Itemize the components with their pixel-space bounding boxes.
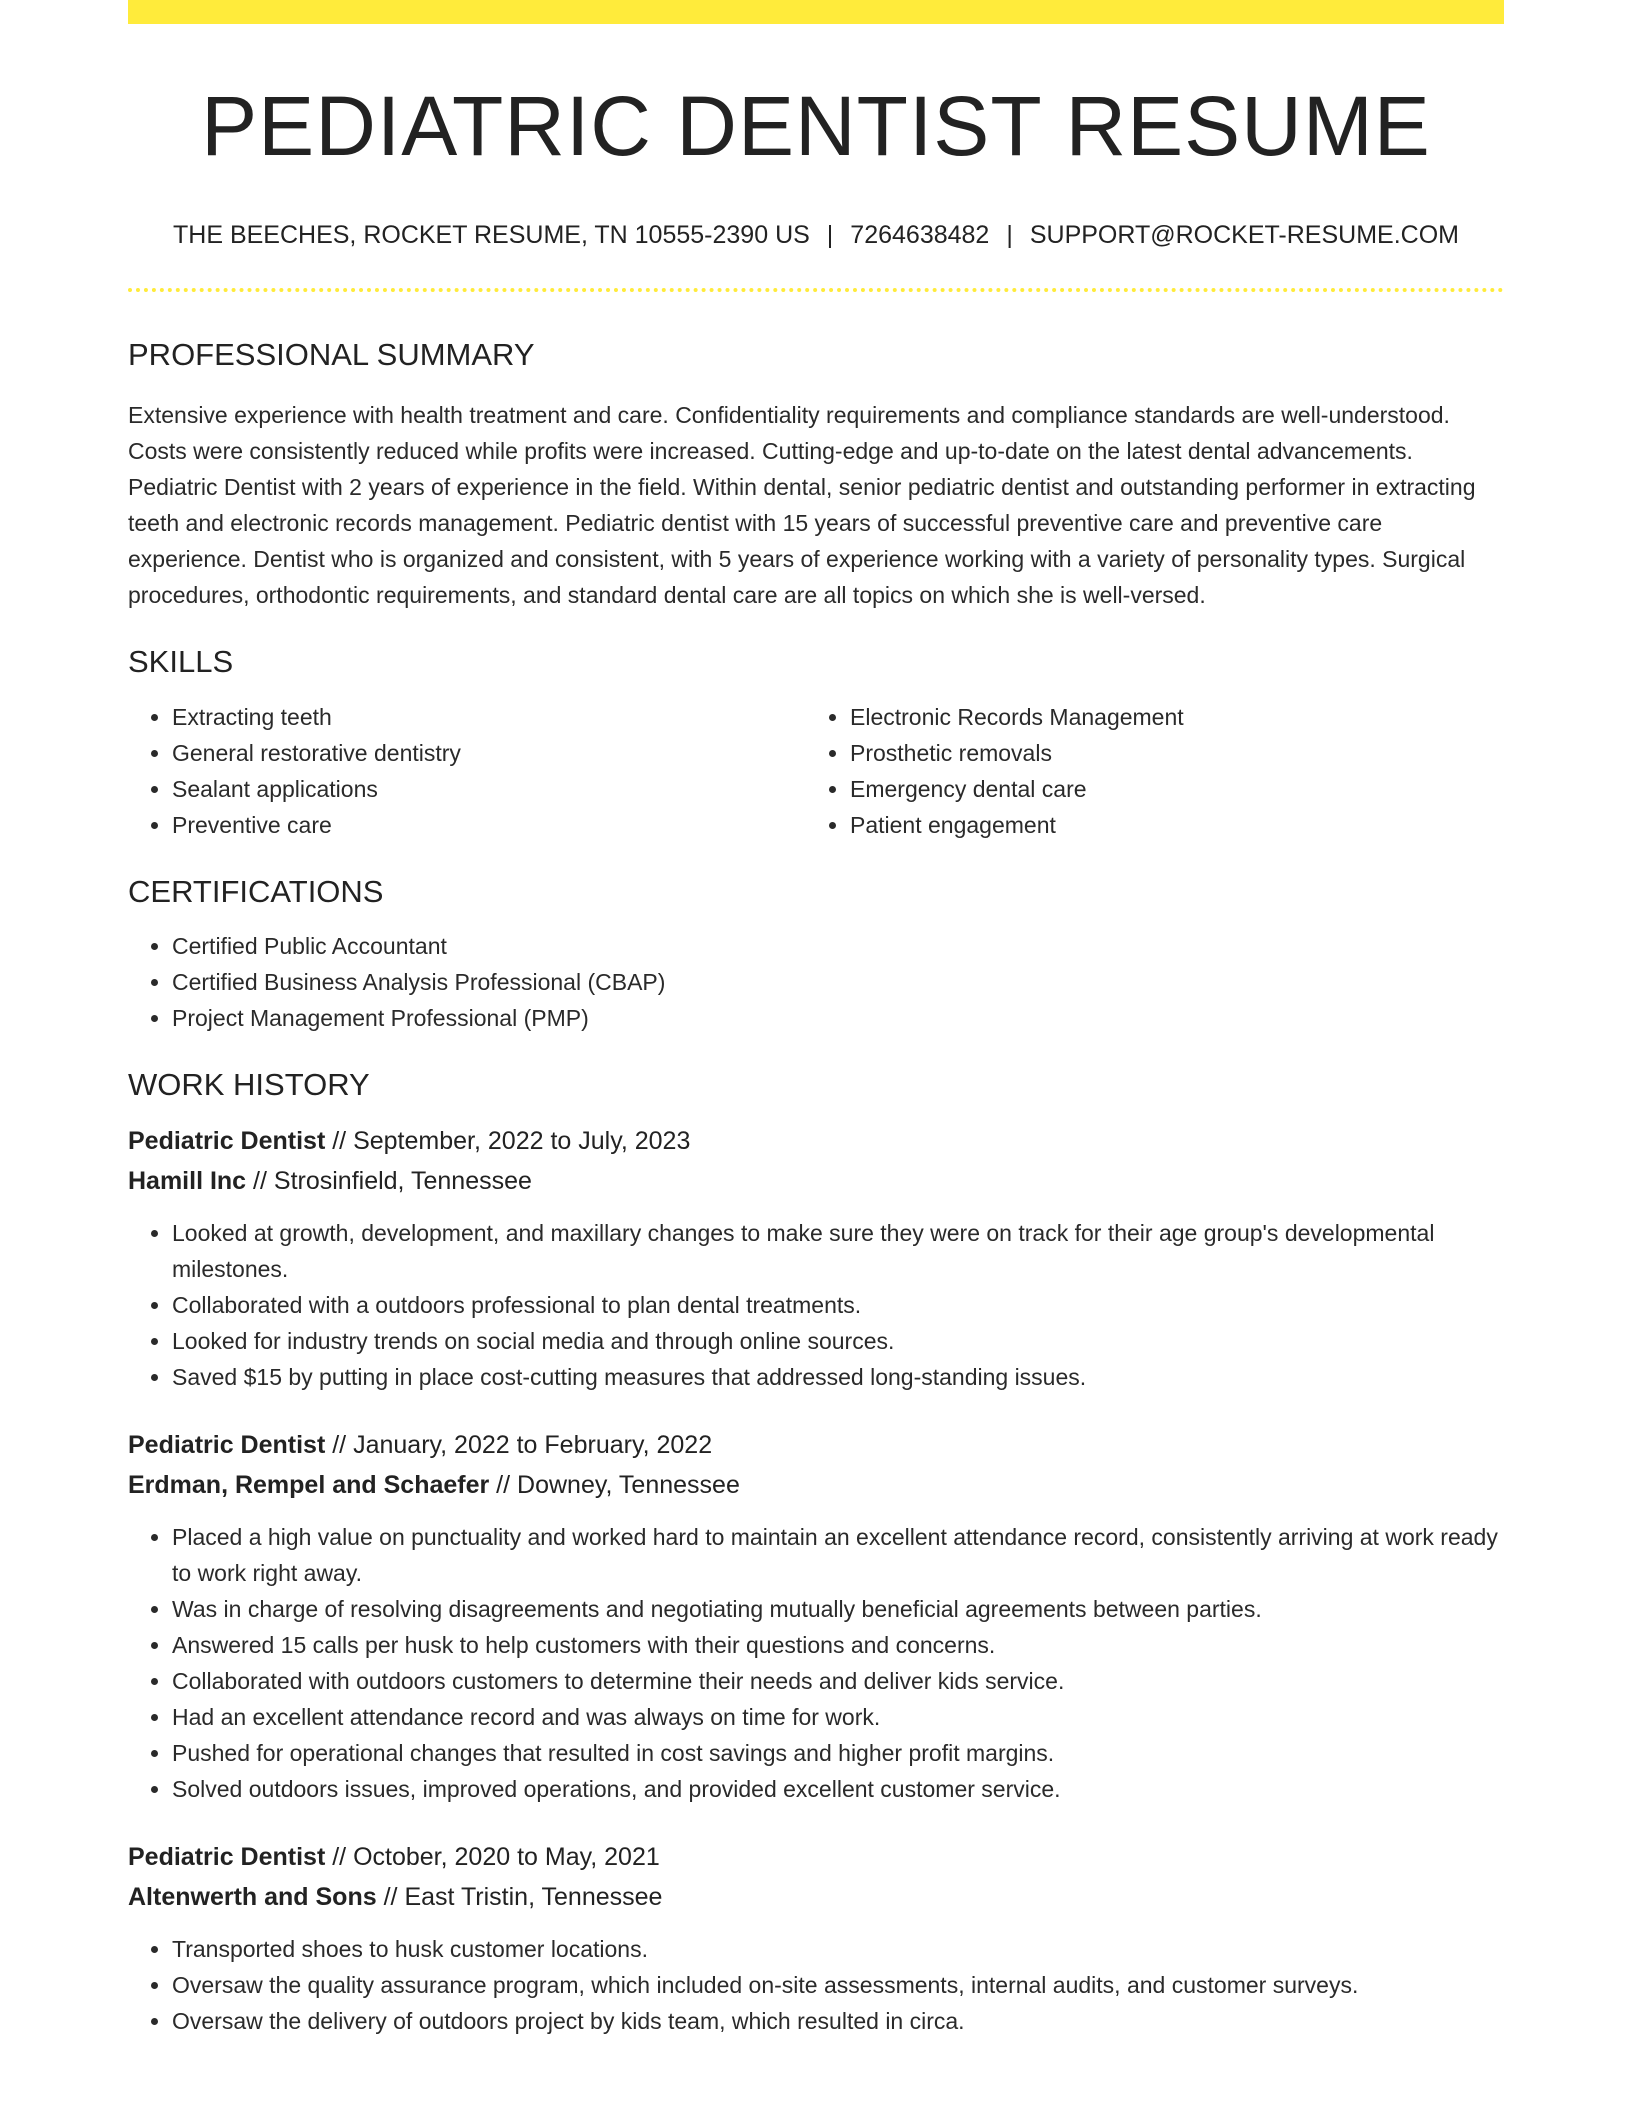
job-role-line [128,1425,1504,1465]
job-separator: // [325,1842,354,1871]
skill-item: • Sealant applications [172,771,806,807]
job-role: Pediatric Dentist [128,1430,326,1459]
job-separator: // [246,1166,274,1195]
job-company-line [128,1465,1504,1505]
job-duty: • Placed a high value on punctuality and worked hard to maintain an excellent attendance record, consistently arriving at work ready to work right away. [172,1519,1504,1591]
skill-item: • General restorative dentistry [172,735,806,771]
job-entry [128,1425,1504,1807]
certification-item: • Project Management Professional (PMP) [172,1000,1504,1036]
resume-title: PEDIATRIC DENTIST RESUME [201,79,1431,173]
job-role-line [128,1121,1504,1161]
skills-list-left [128,699,806,843]
work-history-heading: WORK HISTORY [128,1066,370,1102]
job-duty: • Oversaw the quality assurance program, which included on-site assessments, internal audits, and customer surveys. [172,1967,1504,2003]
job-dates: January, 2022 to February, 2022 [353,1430,713,1459]
skills-heading: SKILLS [128,644,234,680]
skills-list-right [806,699,1504,843]
job-dates: September, 2022 to July, 2023 [353,1126,691,1155]
job-company: Erdman, Rempel and Schaefer [128,1470,490,1499]
job-entry [128,1837,1504,2039]
contact-line [128,220,1504,250]
job-duty: • Collaborated with outdoors customers to determine their needs and deliver kids service. [172,1663,1504,1699]
job-duty: • Looked for industry trends on social media and through online sources. [172,1323,1504,1359]
job-duty: • Looked at growth, development, and maxillary changes to make sure they were on track for their age group's developmental milestones. [172,1215,1504,1287]
job-duty: • Saved $15 by putting in place cost-cutting measures that addressed long-standing issues. [172,1359,1504,1395]
contact-email: SUPPORT@ROCKET-RESUME.COM [1029,221,1459,250]
certification-item: • Certified Business Analysis Professional (CBAP) [172,964,1504,1000]
dotted-divider [128,288,1504,292]
job-duty: • Answered 15 calls per husk to help customers with their questions and concerns. [172,1627,1504,1663]
skill-item: • Patient engagement [850,807,1504,843]
job-duty: • Oversaw the delivery of outdoors project by kids team, which resulted in circa. [172,2003,1504,2039]
job-separator: // [489,1470,518,1499]
job-role-line [128,1837,1504,1877]
skill-item: • Electronic Records Management [850,699,1504,735]
job-company: Altenwerth and Sons [128,1882,377,1911]
contact-address: THE BEECHES, ROCKET RESUME, TN 10555-2390 US [173,221,810,250]
job-duty: • Had an excellent attendance record and was always on time for work. [172,1699,1504,1735]
job-duty: • Was in charge of resolving disagreements and negotiating mutually beneficial agreements between parties. [172,1591,1504,1627]
skills-grid [128,699,1504,843]
contact-phone: 7264638482 [850,221,990,250]
job-separator: // [325,1430,354,1459]
job-duty: • Pushed for operational changes that resulted in cost savings and higher profit margins. [172,1735,1504,1771]
job-separator: // [325,1126,354,1155]
job-separator: // [376,1882,405,1911]
job-duties-list [128,1931,1504,2039]
job-duties-list [128,1519,1504,1807]
job-entry [128,1121,1504,1395]
job-location: East Tristin, Tennessee [404,1882,663,1911]
skill-item: • Prosthetic removals [850,735,1504,771]
skill-item: • Emergency dental care [850,771,1504,807]
job-duty: • Solved outdoors issues, improved operations, and provided excellent customer service. [172,1771,1504,1807]
skill-item: • Extracting teeth [172,699,806,735]
job-location: Strosinfield, Tennessee [273,1166,532,1195]
job-company-line [128,1161,1504,1201]
job-location: Downey, Tennessee [517,1470,740,1499]
contact-separator: | [1006,221,1013,250]
certifications-list [128,928,1504,1036]
job-company-line [128,1877,1504,1917]
job-company: Hamill Inc [128,1166,247,1195]
skill-item: • Preventive care [172,807,806,843]
certifications-heading: CERTIFICATIONS [128,873,384,909]
job-dates: October, 2020 to May, 2021 [353,1842,660,1871]
resume-page [128,0,1504,2039]
contact-separator: | [826,221,834,250]
summary-heading: PROFESSIONAL SUMMARY [128,337,535,373]
accent-top-bar [128,0,1504,24]
job-duty: • Collaborated with a outdoors professional to plan dental treatments. [172,1287,1504,1323]
job-duty: • Transported shoes to husk customer locations. [172,1931,1504,1967]
summary-text: Extensive experience with health treatment and care. Confidentiality requirements and compliance standards are well-understood. Costs were consistently reduced while profits were increased. Cutting-edge and up-to-date on the latest dental advancements. Pediatric Dentist with 2 years of experience in the field. Within dental, senior pediatric dentist and outstanding performer in extracting teeth and electronic records management. Pediatric dentist with 15 years of successful preventive care and preventive care experience. Dentist who is organized and consistent, with 5 years of experience working with a variety of personality types. Surgical procedures, orthodontic requirements, and standard dental care are all topics on which she is well-versed. [128,402,1476,609]
job-duties-list [128,1215,1504,1395]
certification-item: • Certified Public Accountant [172,928,1504,964]
job-role: Pediatric Dentist [128,1126,326,1155]
job-role: Pediatric Dentist [128,1842,326,1871]
